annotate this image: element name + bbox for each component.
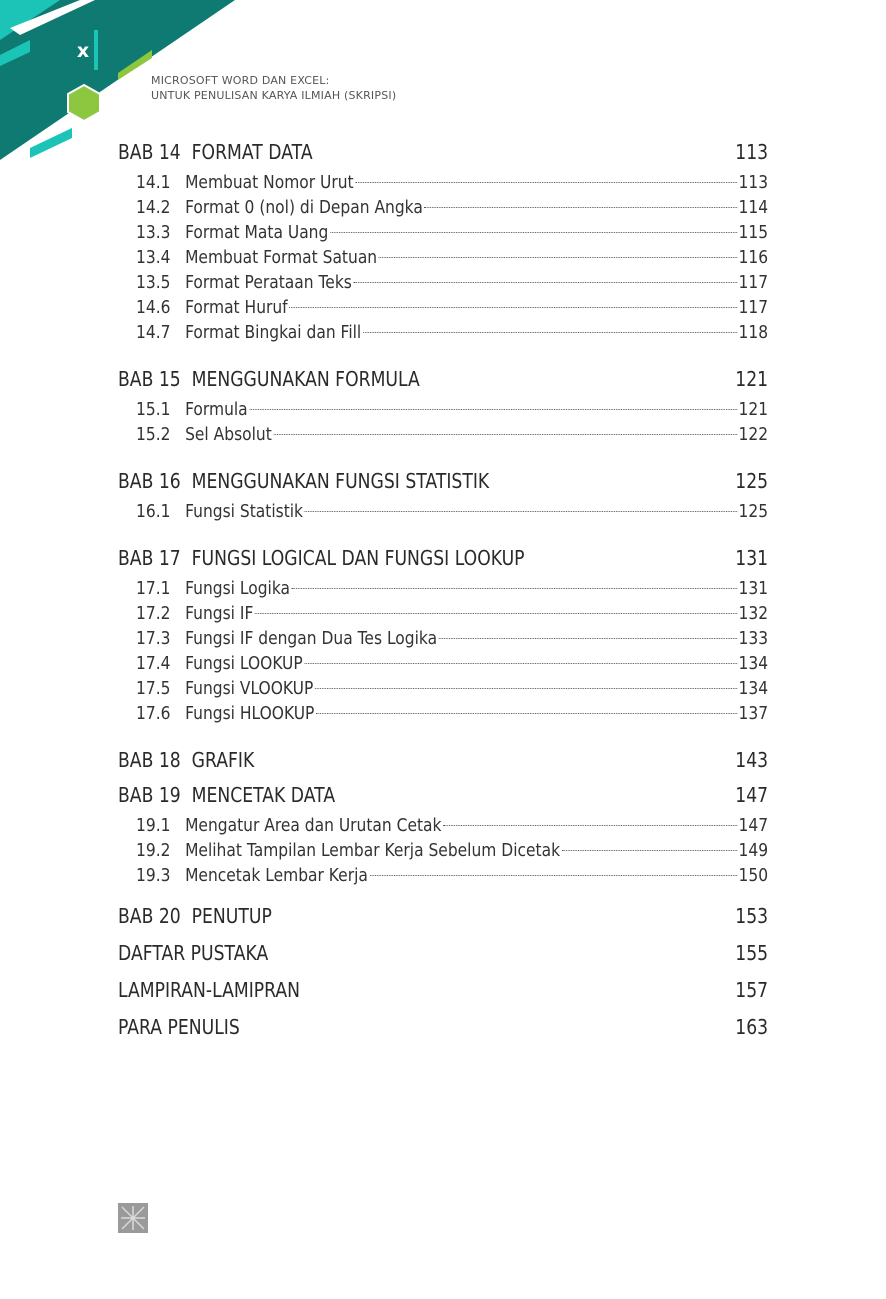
leader-dots (274, 434, 737, 435)
leader-dots (330, 232, 737, 233)
publisher-logo-icon (118, 1203, 148, 1233)
leader-dots (315, 688, 737, 689)
entry-title: Fungsi LOOKUP (185, 653, 303, 674)
chapter-title: BAB 17 FUNGSI LOGICAL DAN FUNGSI LOOKUP (118, 546, 525, 570)
chapter-page: 131 (735, 546, 769, 570)
toc-entry (118, 863, 768, 888)
entry-title: Fungsi VLOOKUP (185, 678, 314, 699)
leader-dots (305, 511, 737, 512)
entry-title: Format Huruf (185, 297, 288, 318)
entry-page: 116 (738, 247, 769, 268)
chapter-title: LAMPIRAN-LAMIPRAN (118, 978, 301, 1002)
entry-page: 134 (738, 678, 769, 699)
entry-number: 19.3 (136, 865, 171, 886)
chapter-title: BAB 15 MENGGUNAKAN FORMULA (118, 367, 420, 391)
chapter-heading (118, 1013, 768, 1041)
chapter-heading (118, 746, 768, 774)
entry-number: 15.2 (136, 424, 171, 445)
leader-dots (289, 307, 736, 308)
chapter-title: PARA PENULIS (118, 1015, 240, 1039)
toc-entry (118, 601, 768, 626)
toc-entry (118, 576, 768, 601)
toc-entry (118, 838, 768, 863)
header-line-2: UNTUK PENULISAN KARYA ILMIAH (SKRIPSI) (151, 89, 397, 102)
entry-number: 17.6 (136, 703, 171, 724)
toc-entry (118, 270, 768, 295)
entry-page: 137 (738, 703, 769, 724)
leader-dots (425, 207, 737, 208)
entry-title: Membuat Nomor Urut (185, 172, 354, 193)
chapter-title: DAFTAR PUSTAKA (118, 941, 269, 965)
entry-title: Fungsi Statistik (185, 501, 304, 522)
entry-title: Sel Absolut (185, 424, 272, 445)
entry-page: 134 (738, 653, 769, 674)
leader-dots (443, 825, 737, 826)
chapter-page: 163 (735, 1015, 769, 1039)
leader-dots (355, 182, 736, 183)
entry-title: Formula (185, 399, 248, 420)
toc-entry (118, 651, 768, 676)
entry-page: 121 (738, 399, 769, 420)
entry-title: Melihat Tampilan Lembar Kerja Sebelum Dicetak (185, 840, 561, 861)
toc-entry (118, 813, 768, 838)
entry-title: Fungsi HLOOKUP (185, 703, 315, 724)
toc-entry (118, 701, 768, 726)
entry-title: Format 0 (nol) di Depan Angka (185, 197, 423, 218)
entry-page: 131 (738, 578, 769, 599)
leader-dots (292, 588, 737, 589)
entry-number: 16.1 (136, 501, 171, 522)
entry-number: 19.1 (136, 815, 171, 836)
entry-number: 19.2 (136, 840, 171, 861)
entry-page: 113 (738, 172, 769, 193)
toc-entry (118, 295, 768, 320)
chapter-page: 153 (735, 904, 769, 928)
header-line-1: MICROSOFT WORD DAN EXCEL: (151, 74, 330, 87)
chapter-heading (118, 781, 768, 809)
leader-dots (316, 713, 737, 714)
entry-page: 117 (738, 272, 769, 293)
chapter-page: 157 (735, 978, 769, 1002)
entry-number: 15.1 (136, 399, 171, 420)
chapter-title: BAB 20 PENUTUP (118, 904, 272, 928)
entry-page: 149 (738, 840, 769, 861)
chapter-page: 125 (735, 469, 769, 493)
entry-title: Fungsi IF (185, 603, 254, 624)
entry-page: 125 (738, 501, 769, 522)
entry-title: Mengatur Area dan Urutan Cetak (185, 815, 442, 836)
toc-entry (118, 626, 768, 651)
entry-title: Mencetak Lembar Kerja (185, 865, 368, 886)
toc-entry (118, 676, 768, 701)
entry-title: Fungsi Logika (185, 578, 291, 599)
entry-page: 117 (738, 297, 769, 318)
toc-entry (118, 397, 768, 422)
entry-title: Format Bingkai dan Fill (185, 322, 362, 343)
entry-page: 133 (738, 628, 769, 649)
entry-number: 17.3 (136, 628, 171, 649)
table-of-contents (118, 138, 768, 1041)
entry-number: 17.2 (136, 603, 171, 624)
chapter-title: BAB 19 MENCETAK DATA (118, 783, 336, 807)
entry-number: 14.7 (136, 322, 171, 343)
entry-page: 118 (738, 322, 769, 343)
chapter-heading (118, 544, 768, 572)
chapter-page: 147 (735, 783, 769, 807)
leader-dots (354, 282, 737, 283)
leader-dots (249, 409, 736, 410)
toc-entry (118, 320, 768, 345)
toc-entry (118, 245, 768, 270)
leader-dots (304, 663, 736, 664)
chapter-title: BAB 18 GRAFIK (118, 748, 255, 772)
entry-title: Fungsi IF dengan Dua Tes Logika (185, 628, 438, 649)
chapter-heading (118, 365, 768, 393)
chapter-title: BAB 16 MENGGUNAKAN FUNGSI STATISTIK (118, 469, 490, 493)
entry-page: 122 (738, 424, 769, 445)
entry-page: 132 (738, 603, 769, 624)
leader-dots (379, 257, 737, 258)
toc-entry (118, 499, 768, 524)
entry-number: 14.1 (136, 172, 171, 193)
leader-dots (439, 638, 737, 639)
entry-title: Format Perataan Teks (185, 272, 352, 293)
entry-number: 17.4 (136, 653, 171, 674)
leader-dots (562, 850, 737, 851)
entry-page: 114 (738, 197, 769, 218)
toc-entry (118, 220, 768, 245)
entry-number: 14.2 (136, 197, 171, 218)
entry-title: Format Mata Uang (185, 222, 329, 243)
entry-number: 13.5 (136, 272, 171, 293)
entry-number: 17.5 (136, 678, 171, 699)
entry-title: Membuat Format Satuan (185, 247, 378, 268)
entry-number: 17.1 (136, 578, 171, 599)
chapter-heading (118, 138, 768, 166)
chapter-heading (118, 976, 768, 1004)
chapter-page: 143 (735, 748, 769, 772)
entry-page: 150 (738, 865, 769, 886)
chapter-page: 121 (735, 367, 769, 391)
chapter-page: 113 (735, 140, 769, 164)
toc-entry (118, 422, 768, 447)
chapter-heading (118, 467, 768, 495)
leader-dots (370, 875, 737, 876)
chapter-heading (118, 939, 768, 967)
running-header (151, 73, 396, 103)
entry-number: 13.3 (136, 222, 171, 243)
chapter-title: BAB 14 FORMAT DATA (118, 140, 313, 164)
toc-entry (118, 170, 768, 195)
toc-entry (118, 195, 768, 220)
chapter-heading (118, 902, 768, 930)
leader-dots (363, 332, 737, 333)
entry-number: 13.4 (136, 247, 171, 268)
page-number: x (76, 40, 90, 62)
entry-page: 115 (738, 222, 769, 243)
chapter-page: 155 (735, 941, 769, 965)
leader-dots (255, 613, 737, 614)
entry-page: 147 (738, 815, 769, 836)
entry-number: 14.6 (136, 297, 171, 318)
